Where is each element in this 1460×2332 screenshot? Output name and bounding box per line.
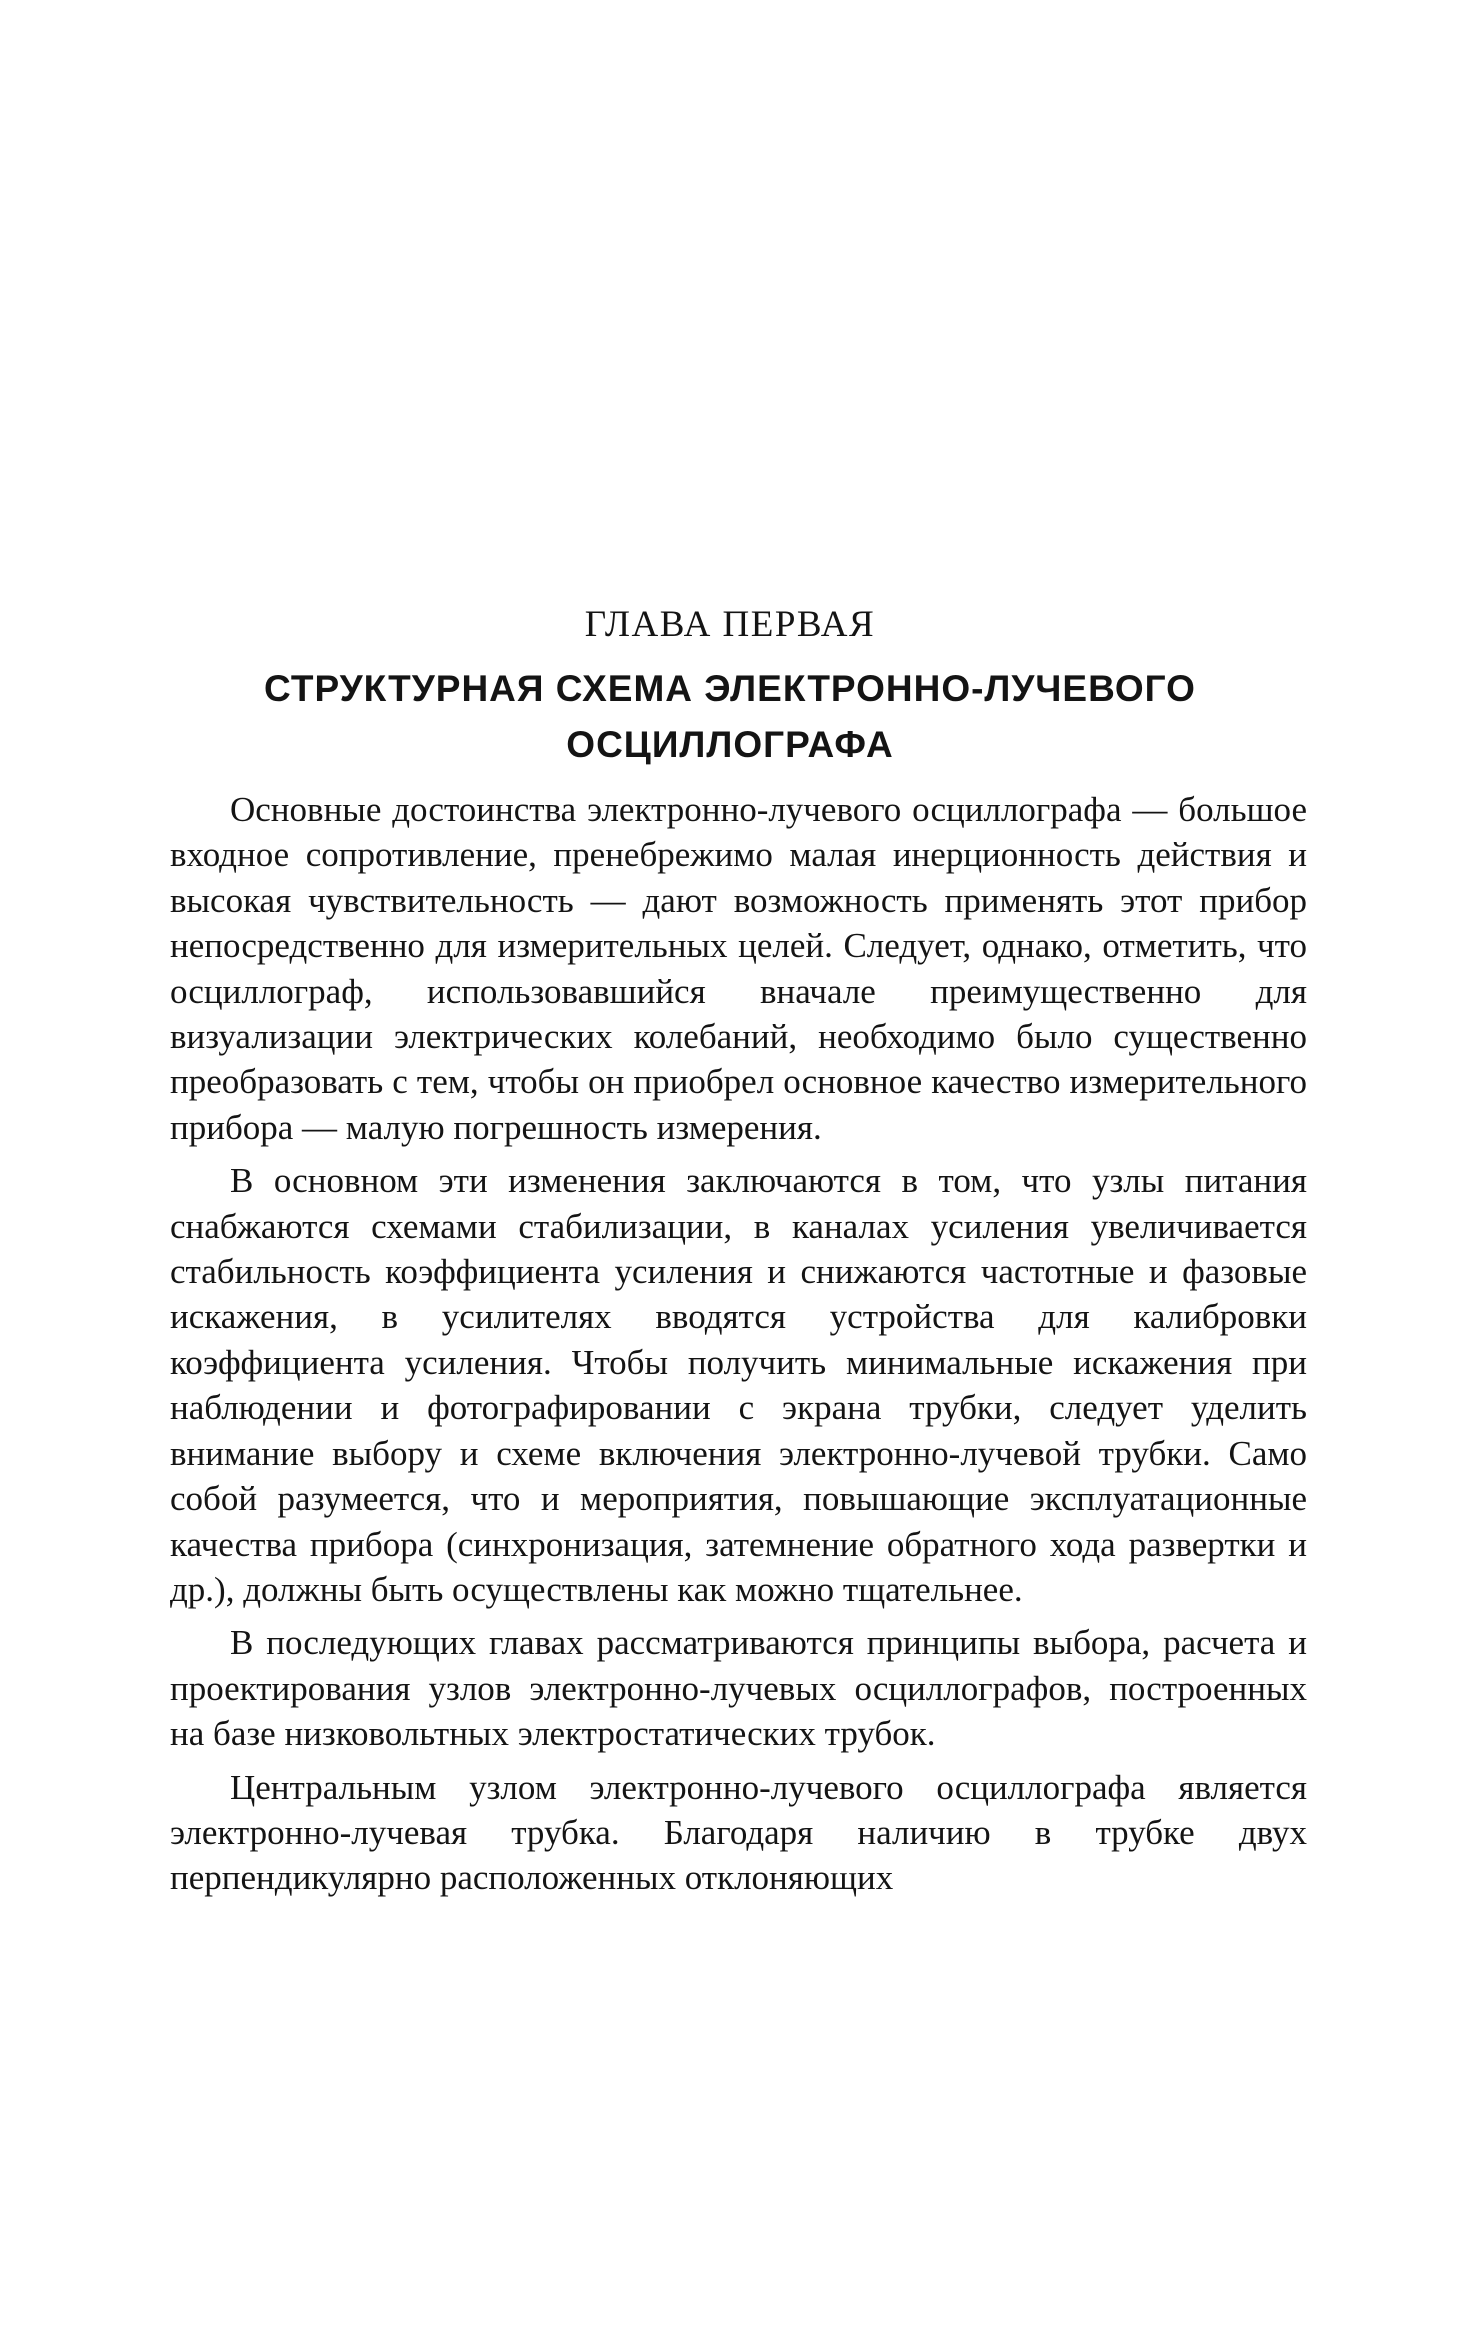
paragraph-2: В основном эти изменения заключаются в том, что узлы питания снабжаются схемами стабилизации, в каналах усиления увеличивается стабильность коэффициента усиления и снижаются частотные и фазовые искажения, в усилителях вводятся устройства для калибровки коэффициента усиления. Чтобы получить минимальные искажения при наблюдении и фотографировании с экрана трубки, следует уделить внимание выбору и схеме включения электронно-лучевой трубки. Само собой разумеется, что и мероприятия, повышающие эксплуатационные качества прибора (синхронизация, затемнение обратного хода развертки и др.), должны быть осуществлены как можно тщательнее.: [170, 1161, 1307, 1609]
chapter-label: ГЛАВА ПЕРВАЯ: [584, 604, 876, 645]
paragraph-3: В последующих главах рассматриваются принципы выбора, расчета и проектирования узлов электронно-лучевых осциллографов, построенных на базе низковольтных электростатических трубок.: [170, 1623, 1307, 1754]
paragraph-1: Основные достоинства электронно-лучевого осциллографа — большое входное сопротивление, пренебрежимо малая инерционность действия и высокая чувствительность — дают возможность применять этот прибор непосредственно для измерительных целей. Следует, однако, отметить, что осциллограф, использовавшийся вначале преимущественно для визуализации электрических колебаний, необходимо было существенно преобразовать с тем, чтобы он приобрел основное качество измерительного прибора — малую погрешность измерения.: [170, 790, 1307, 1147]
body-text: [170, 787, 1307, 1909]
paragraph-4: Центральным узлом электронно-лучевого осциллографа является электронно-лучевая трубка. Благодаря наличию в трубке двух перпендикулярно расположенных отклоняющих: [170, 1767, 1307, 1898]
chapter-title: СТРУКТУРНАЯ СХЕМА ЭЛЕКТРОННО-ЛУЧЕВОГО ОСЦИЛЛОГРАФА: [264, 668, 1196, 765]
